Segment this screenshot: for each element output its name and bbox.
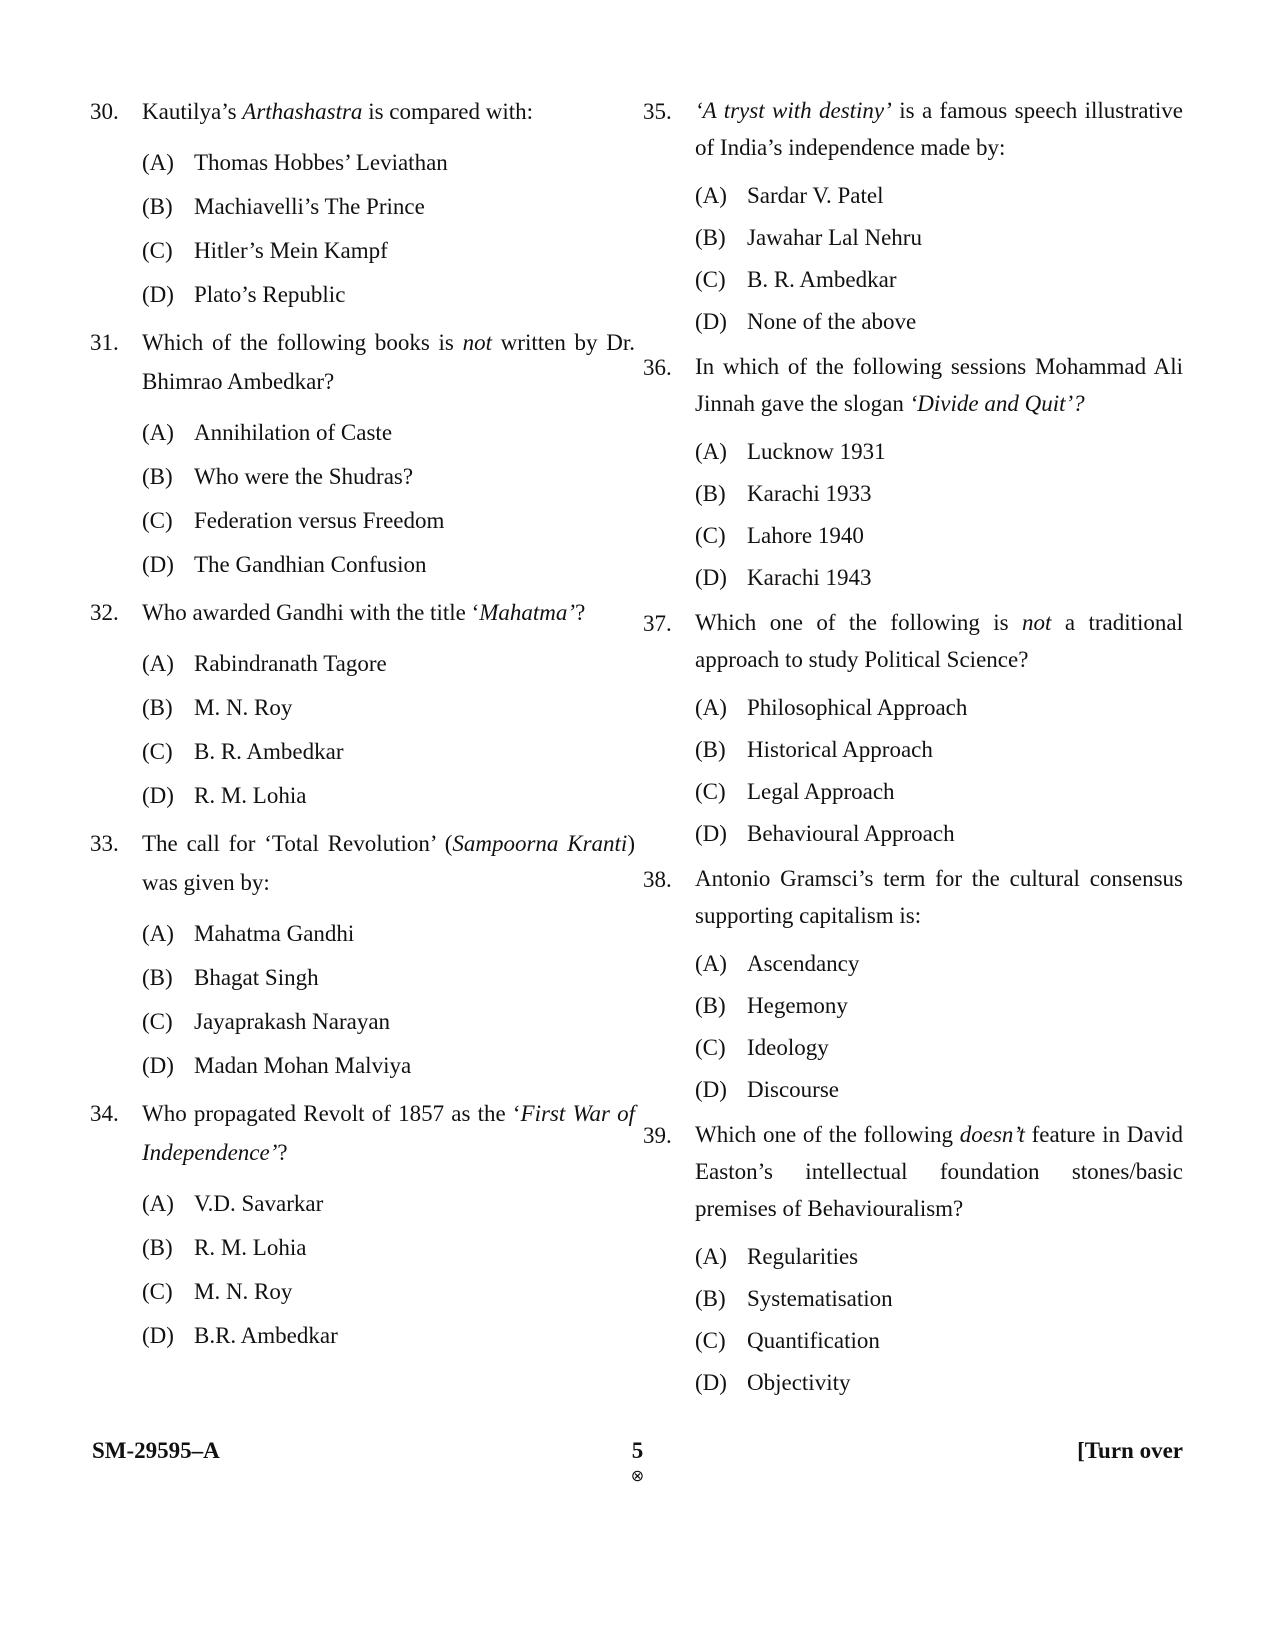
option-item <box>695 482 1183 506</box>
question-text-emphasis: ‘Divide and Quit’? <box>909 391 1085 416</box>
question-text <box>142 824 635 902</box>
option-text: Lahore 1940 <box>747 523 864 548</box>
left-column <box>90 92 635 1348</box>
option-item <box>695 184 1183 208</box>
question-text-post: is compared with: <box>362 99 533 124</box>
option-item <box>695 696 1183 720</box>
option-text: None of the above <box>747 309 917 334</box>
question-header <box>643 1116 1183 1227</box>
question-number: 38. <box>643 867 672 892</box>
paper-code: SM-29595–A <box>92 1438 220 1463</box>
question-text <box>695 860 1183 934</box>
question-text <box>695 348 1183 422</box>
question <box>643 348 1183 590</box>
question-text-emphasis: Arthashastra <box>242 99 363 124</box>
option-item <box>695 822 1183 846</box>
question-text <box>142 1094 635 1172</box>
question <box>643 1116 1183 1395</box>
question-header <box>90 323 635 401</box>
option-text: Systematisation <box>747 1286 893 1311</box>
option-text: Sardar V. Patel <box>747 183 884 208</box>
option-label: (C) <box>695 1035 726 1060</box>
option-label: (C) <box>142 1279 173 1304</box>
option-text: Jayaprakash Narayan <box>194 1009 391 1034</box>
option-text: Madan Mohan Malviya <box>194 1053 412 1078</box>
question-header <box>643 92 1183 166</box>
question <box>643 860 1183 1102</box>
question-header <box>643 860 1183 934</box>
option-item <box>142 1192 635 1216</box>
option-text: Karachi 1933 <box>747 481 872 506</box>
question-text <box>695 92 1183 166</box>
option-label: (B) <box>142 194 173 219</box>
question-text-pre: The call for ‘Total Revolution’ ( <box>142 831 453 856</box>
option-label: (A) <box>695 695 727 720</box>
option-item <box>142 421 635 445</box>
option-label: (D) <box>695 1077 727 1102</box>
option-text: B.R. Ambedkar <box>194 1323 338 1348</box>
option-label: (B) <box>695 481 726 506</box>
option-text: V.D. Savarkar <box>194 1191 324 1216</box>
question <box>90 92 635 307</box>
option-text: Legal Approach <box>747 779 895 804</box>
option-item <box>142 283 635 307</box>
question-number: 31. <box>90 330 119 355</box>
option-label: (C) <box>695 267 726 292</box>
question-header <box>90 593 635 632</box>
option-item <box>695 952 1183 976</box>
option-label: (C) <box>142 238 173 263</box>
option-item <box>695 226 1183 250</box>
question-text-post: is a famous speech illustrative of India’s independence made by: <box>695 98 1183 160</box>
option-item <box>695 566 1183 590</box>
option-item <box>142 1054 635 1078</box>
option-text: M. N. Roy <box>194 1279 293 1304</box>
option-label: (D) <box>142 552 174 577</box>
question-text-pre: Who awarded Gandhi with the title ‘ <box>142 600 480 625</box>
question <box>90 824 635 1078</box>
option-text: Ideology <box>747 1035 829 1060</box>
option-item <box>142 509 635 533</box>
question-text-pre: Which one of the following <box>695 1122 960 1147</box>
option-item <box>695 440 1183 464</box>
option-item <box>695 524 1183 548</box>
question <box>643 92 1183 334</box>
option-item <box>142 652 635 676</box>
option-text: R. M. Lohia <box>194 783 307 808</box>
question-text <box>695 1116 1183 1227</box>
question-header <box>643 604 1183 678</box>
question <box>643 604 1183 846</box>
question-text-post: ? <box>575 600 586 625</box>
question-number: 37. <box>643 611 672 636</box>
option-label: (D) <box>695 821 727 846</box>
option-text: Bhagat Singh <box>194 965 319 990</box>
question-text-post: a traditional approach to study Political Science? <box>695 610 1183 672</box>
question-number: 35. <box>643 99 672 124</box>
option-label: (A) <box>142 921 174 946</box>
option-text: Jawahar Lal Nehru <box>747 225 922 250</box>
option-item <box>142 465 635 489</box>
question-text-post: written by Dr. Bhimrao Ambedkar? <box>142 330 636 394</box>
question-number: 34. <box>90 1101 119 1126</box>
question-text-pre: In which of the following sessions Mohammad Ali Jinnah gave the slogan <box>695 354 1183 416</box>
option-label: (B) <box>695 225 726 250</box>
option-text: Objectivity <box>747 1370 851 1395</box>
question <box>90 593 635 808</box>
question-text-emphasis: First War of Independence’ <box>142 1101 636 1165</box>
question-text-emphasis: not <box>462 330 492 355</box>
question-text <box>142 593 635 632</box>
page-number: 5 <box>631 1438 644 1463</box>
option-item <box>695 1371 1183 1395</box>
option-item <box>142 966 635 990</box>
option-text: Philosophical Approach <box>747 695 968 720</box>
question-number: 33. <box>90 831 119 856</box>
option-text: B. R. Ambedkar <box>194 739 344 764</box>
option-item <box>695 1245 1183 1269</box>
option-label: (A) <box>142 651 174 676</box>
option-label: (B) <box>695 993 726 1018</box>
turn-over-note: [Turn over <box>1077 1438 1183 1463</box>
option-text: B. R. Ambedkar <box>747 267 897 292</box>
option-text: Discourse <box>747 1077 839 1102</box>
option-label: (C) <box>142 508 173 533</box>
question-text-pre: Antonio Gramsci’s term for the cultural consensus supporting capitalism is: <box>695 866 1183 928</box>
option-text: Behavioural Approach <box>747 821 955 846</box>
option-text: Plato’s Republic <box>194 282 346 307</box>
option-label: (A) <box>695 183 727 208</box>
question-text-emphasis: doesn’t <box>959 1122 1025 1147</box>
option-label: (C) <box>695 1328 726 1353</box>
option-text: Rabindranath Tagore <box>194 651 387 676</box>
option-text: Machiavelli’s The Prince <box>194 194 425 219</box>
option-text: Lucknow 1931 <box>747 439 886 464</box>
option-label: (D) <box>695 309 727 334</box>
question-number: 39. <box>643 1123 672 1148</box>
option-item <box>695 1036 1183 1060</box>
option-text: Quantification <box>747 1328 880 1353</box>
option-item <box>142 1280 635 1304</box>
option-text: Karachi 1943 <box>747 565 872 590</box>
option-label: (B) <box>142 965 173 990</box>
right-column <box>643 92 1183 1395</box>
question-text-emphasis: Sampoorna Kranti <box>452 831 628 856</box>
option-label: (D) <box>142 783 174 808</box>
option-label: (B) <box>695 1286 726 1311</box>
option-label: (B) <box>142 1235 173 1260</box>
option-item <box>695 780 1183 804</box>
question-text-post: ? <box>277 1140 288 1165</box>
option-text: M. N. Roy <box>194 695 293 720</box>
option-label: (A) <box>695 439 727 464</box>
question-text-pre: Who propagated Revolt of 1857 as the ‘ <box>142 1101 521 1126</box>
question-text-pre: Which one of the following is <box>695 610 1023 635</box>
question-text-post: ) was given by: <box>142 831 635 895</box>
question-text <box>695 604 1183 678</box>
option-item <box>142 1010 635 1034</box>
option-item <box>695 738 1183 762</box>
option-item <box>142 784 635 808</box>
question-text-emphasis: ‘A tryst with destiny’ <box>695 98 892 123</box>
question-number: 36. <box>643 355 672 380</box>
question-header <box>90 824 635 902</box>
option-text: R. M. Lohia <box>194 1235 307 1260</box>
question-number: 32. <box>90 600 119 625</box>
option-label: (D) <box>142 1323 174 1348</box>
option-label: (B) <box>142 695 173 720</box>
option-item <box>142 239 635 263</box>
option-text: Mahatma Gandhi <box>194 921 355 946</box>
option-text: Historical Approach <box>747 737 933 762</box>
question-text <box>142 92 635 131</box>
option-label: (A) <box>142 150 174 175</box>
option-label: (C) <box>142 739 173 764</box>
option-item <box>695 1078 1183 1102</box>
option-item <box>142 1324 635 1348</box>
question-text-pre: Which of the following books is <box>142 330 463 355</box>
option-label: (C) <box>695 779 726 804</box>
option-label: (A) <box>695 1244 727 1269</box>
option-text: Hitler’s Mein Kampf <box>194 238 388 263</box>
option-label: (D) <box>142 282 174 307</box>
option-item <box>142 195 635 219</box>
question <box>90 323 635 577</box>
option-text: Annihilation of Caste <box>194 420 393 445</box>
option-text: Federation versus Freedom <box>194 508 445 533</box>
question-text-emphasis: not <box>1022 610 1052 635</box>
option-text: Ascendancy <box>747 951 860 976</box>
question-header <box>643 348 1183 422</box>
option-item <box>142 1236 635 1260</box>
option-text: Regularities <box>747 1244 859 1269</box>
option-label: (C) <box>695 523 726 548</box>
option-label: (D) <box>695 1370 727 1395</box>
question-header <box>90 92 635 131</box>
option-label: (A) <box>142 420 174 445</box>
question-number: 30. <box>90 99 119 124</box>
option-item <box>695 268 1183 292</box>
question-text-pre: Kautilya’s <box>142 99 243 124</box>
option-label: (B) <box>142 464 173 489</box>
question <box>90 1094 635 1348</box>
option-label: (D) <box>142 1053 174 1078</box>
question-text-post: feature in David Easton’s intellectual foundation stones/basic premises of Behaviouralism? <box>695 1122 1183 1221</box>
option-item <box>695 1329 1183 1353</box>
option-text: Hegemony <box>747 993 848 1018</box>
option-item <box>142 922 635 946</box>
option-label: (C) <box>142 1009 173 1034</box>
option-text: Who were the Shudras? <box>194 464 414 489</box>
footer-mark-icon: ⊗ <box>630 1466 645 1485</box>
page-footer <box>92 1438 1183 1468</box>
option-text: Thomas Hobbes’ Leviathan <box>194 150 448 175</box>
option-item <box>695 1287 1183 1311</box>
option-item <box>142 553 635 577</box>
option-label: (D) <box>695 565 727 590</box>
question-header <box>90 1094 635 1172</box>
option-label: (A) <box>142 1191 174 1216</box>
option-item <box>695 310 1183 334</box>
option-label: (A) <box>695 951 727 976</box>
question-text <box>142 323 635 401</box>
option-item <box>142 696 635 720</box>
option-item <box>695 994 1183 1018</box>
option-text: The Gandhian Confusion <box>194 552 427 577</box>
question-text-emphasis: Mahatma’ <box>479 600 576 625</box>
option-label: (B) <box>695 737 726 762</box>
option-item <box>142 740 635 764</box>
option-item <box>142 151 635 175</box>
